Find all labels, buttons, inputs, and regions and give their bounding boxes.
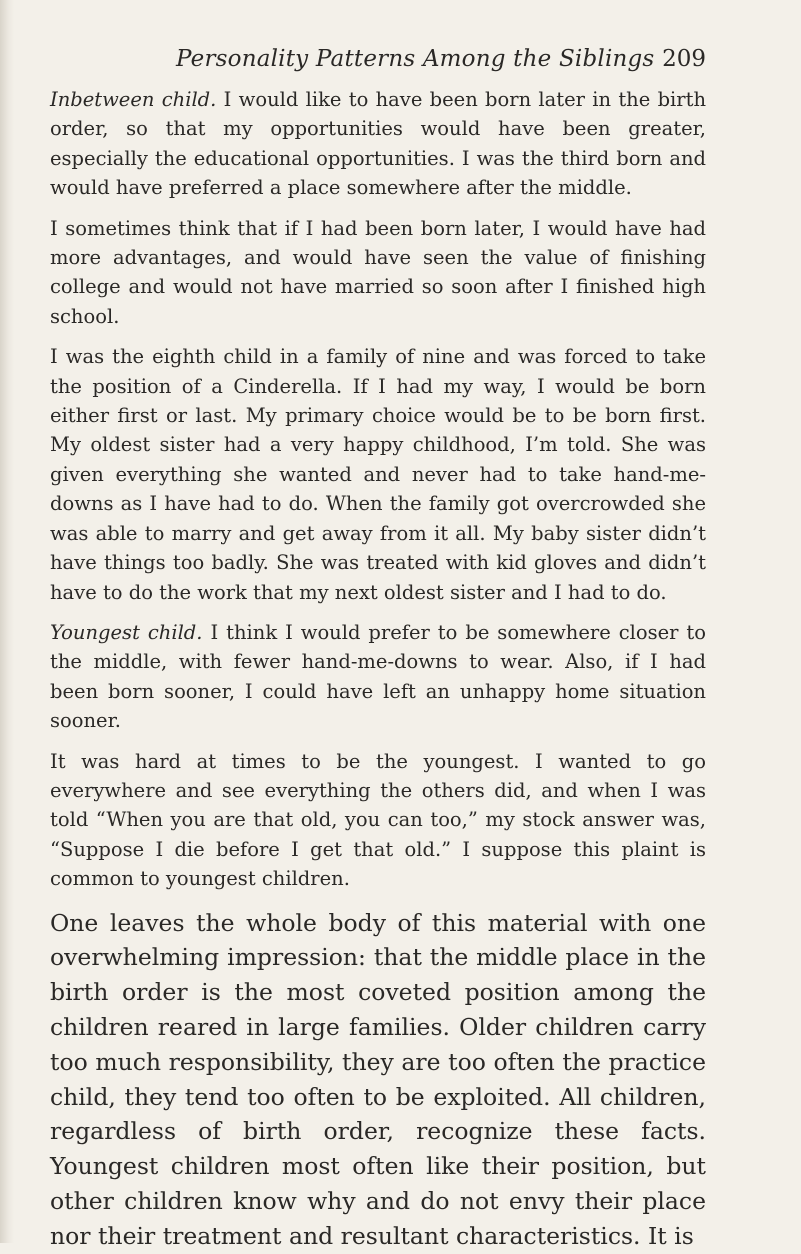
quote-text: I sometimes think that if I had been born later, I would have had more advantages, and would have seen the value of finishing college and would not have married so soon after I finished high school.	[50, 216, 706, 328]
quoted-responses	[50, 85, 706, 894]
page-number: 209	[662, 46, 706, 72]
quote-text: I would like to have been born later in the birth order, so that my opportunities would have been greater, especially the educational opportunities. I was the third born and would have preferred a place somewhere after the middle.	[50, 88, 706, 200]
quote-paragraph	[50, 618, 706, 736]
quote-text: I was the eighth child in a family of nine and was forced to take the position of a Cinderella. If I had my way, I would be born either first or last. My primary choice would be to be born first. My oldest sister had a very happy childhood, I’m told. She was given everything she wanted and never had to take hand-me-downs as I have had to do. When the family got overcrowded she was able to marry and get away from it all. My baby sister didn’t have things too badly. She was treated with kid gloves and didn’t have to do the work that my next oldest sister and I had to do.	[50, 345, 706, 604]
page-binding-edge	[0, 0, 14, 1243]
quote-lead-label: Youngest child.	[50, 620, 203, 644]
quote-paragraph	[50, 85, 706, 203]
page-body	[50, 85, 706, 1254]
quote-lead-label: Inbetween child.	[50, 88, 217, 111]
conclusion-paragraph: One leaves the whole body of this material with one overwhelming impression: that the middle place in the birth order is the most coveted position among the children reared in large families. Older children carry too much responsibility, they are too often the practice child, they tend too often to be exploited. All children, regardless of birth order, recognize these facts. Youngest children most often like their position, but other children know why and do not envy their place nor their treatment and resultant characteristics. It is	[50, 908, 706, 1250]
quote-paragraph	[50, 747, 706, 894]
page-header	[50, 46, 706, 86]
running-title: Personality Patterns Among the Siblings	[176, 46, 655, 72]
quote-text: I think I would prefer to be somewhere closer to the middle, with fewer hand-me-downs to wear. Also, if I had been born sooner, I could have left an unhappy home situation sooner.	[50, 620, 706, 733]
conclusion-section	[50, 906, 706, 1254]
quote-paragraph	[50, 342, 706, 607]
quote-paragraph	[50, 214, 706, 332]
quote-text: It was hard at times to be the youngest. I wanted to go everywhere and see everything the others did, and when I was told “When you are that old, you can too,” my stock answer was, “Suppose I die before I get that old.” I suppose this plaint is common to youngest children.	[50, 749, 706, 891]
